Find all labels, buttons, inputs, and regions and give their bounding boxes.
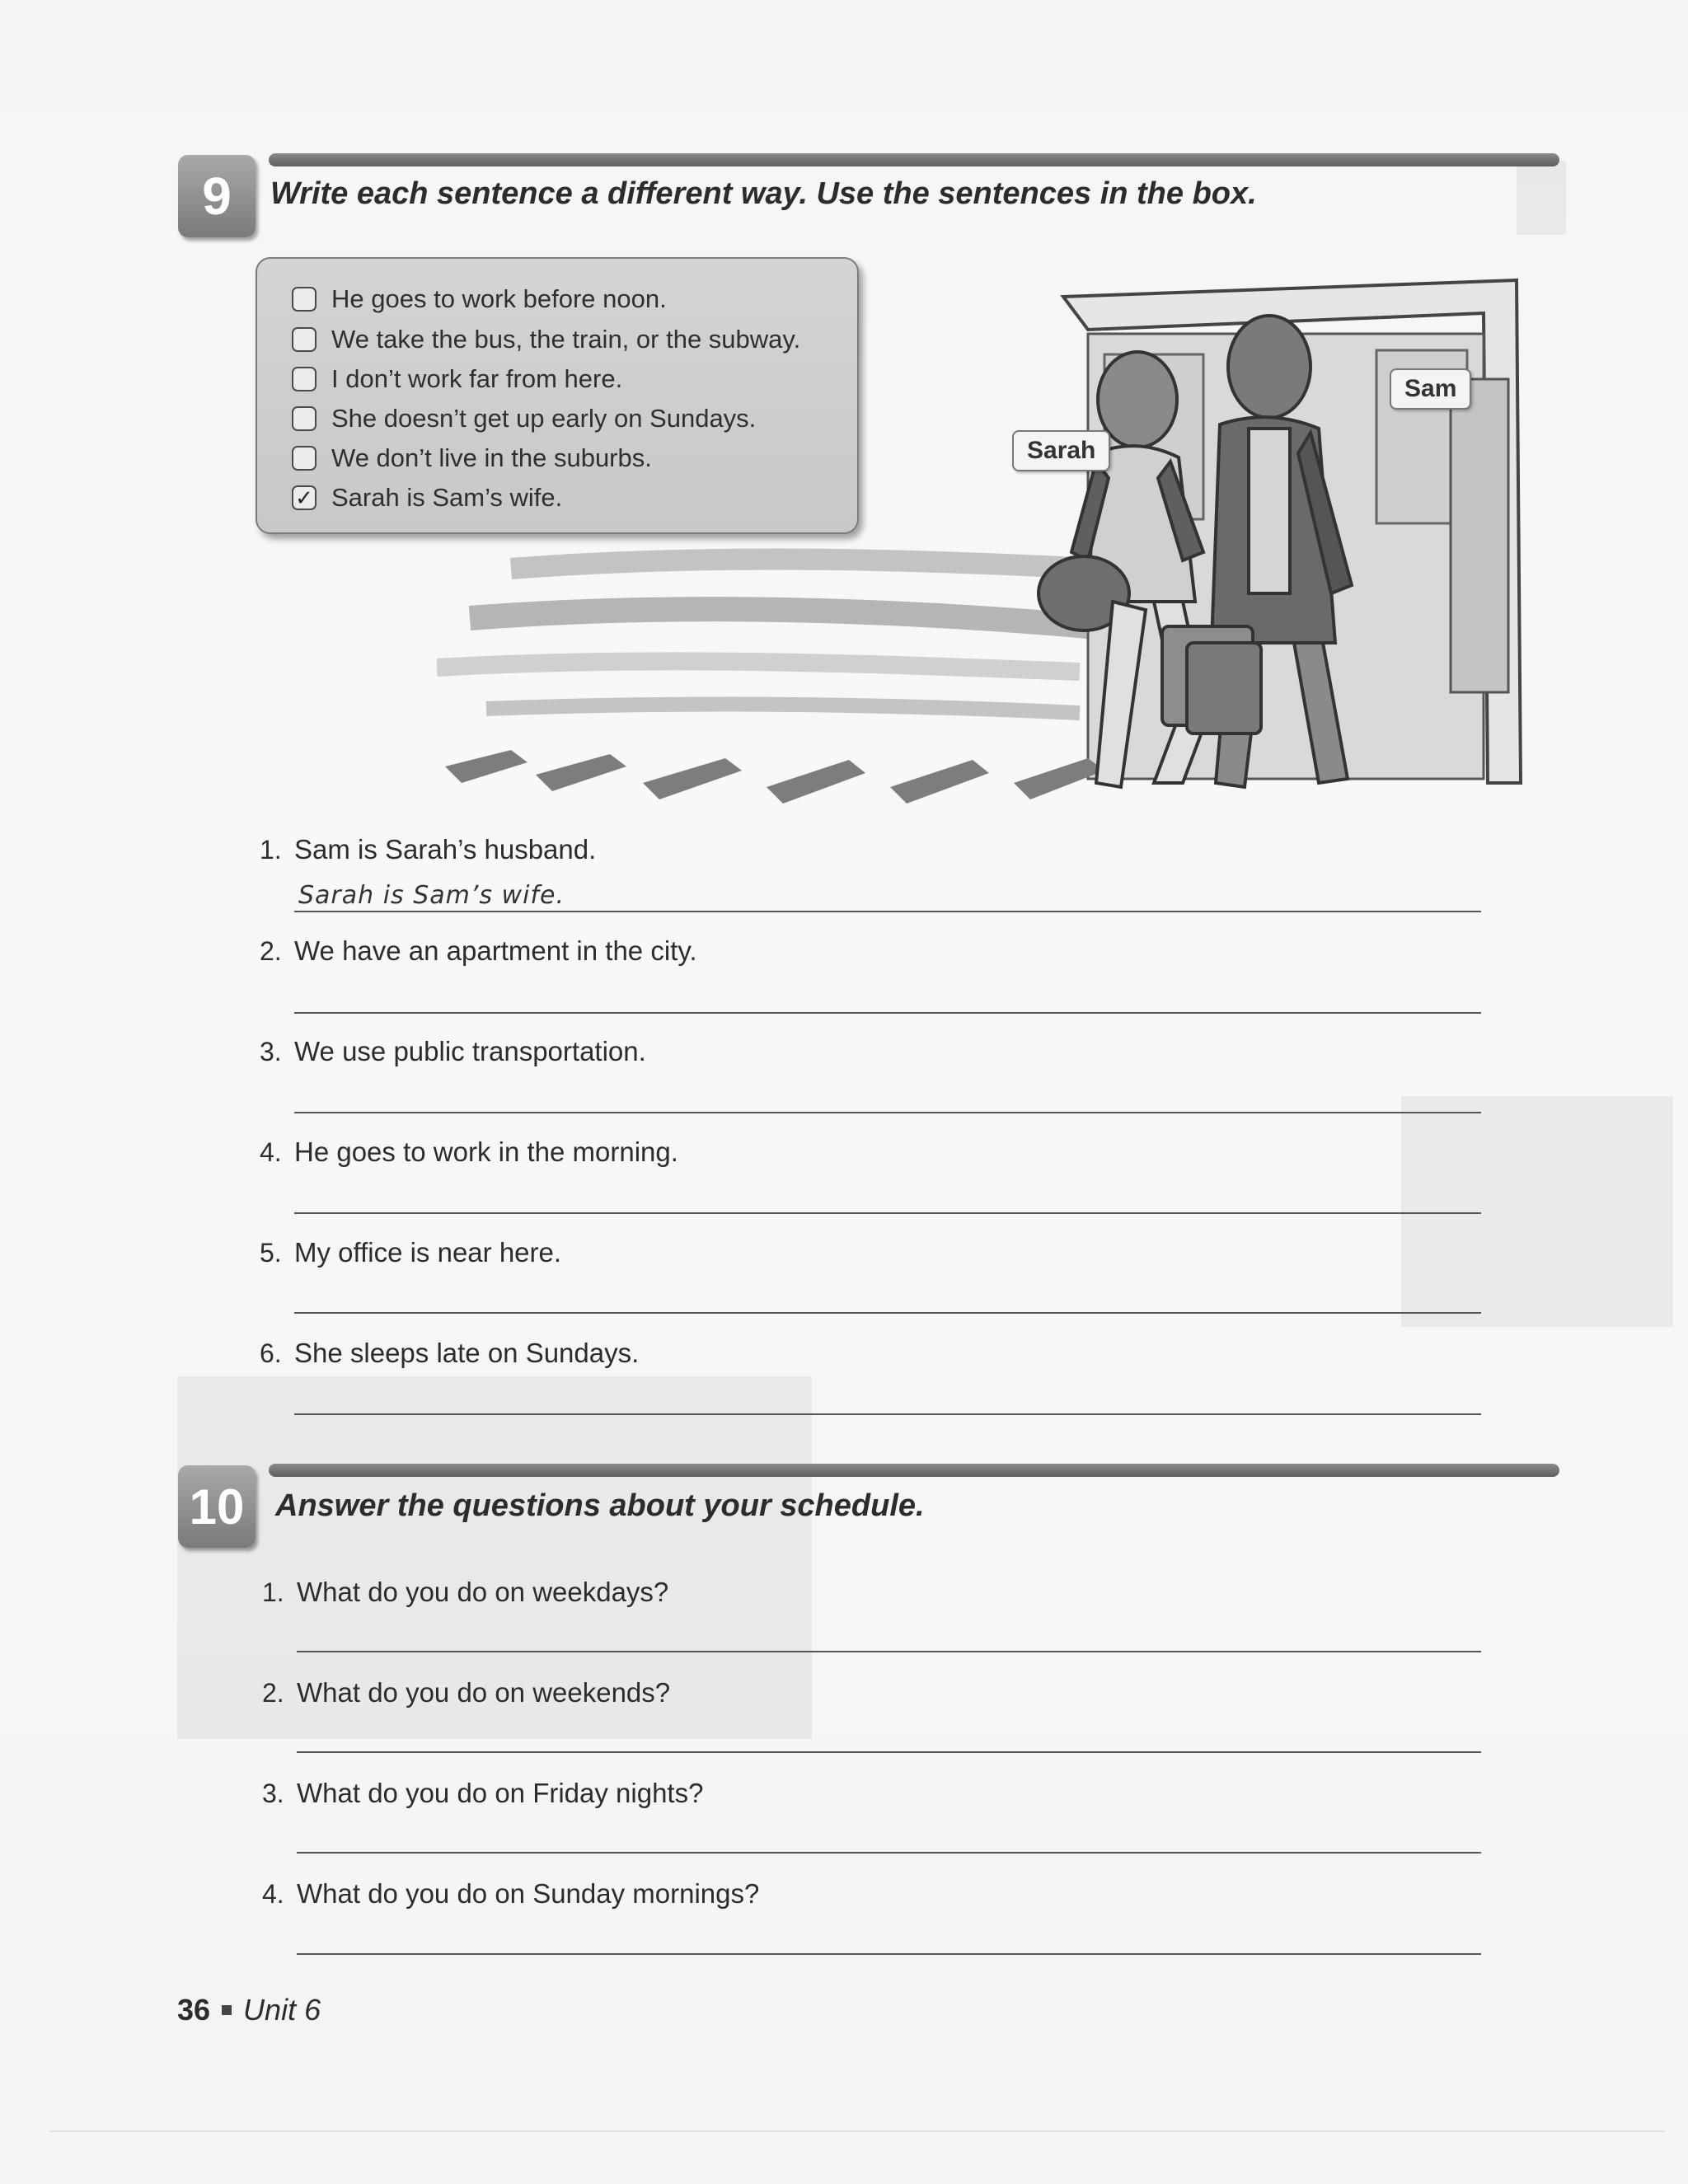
unit-label: Unit 6 xyxy=(243,1993,321,2027)
checkbox[interactable] xyxy=(292,327,316,352)
box-item-text: I don’t work far from here. xyxy=(331,364,623,393)
item-number: 2. xyxy=(262,1678,284,1708)
section-9-instruction: Write each sentence a different way. Use the sentences in the box. xyxy=(270,176,1257,211)
item-prompt: What do you do on weekends? xyxy=(297,1677,671,1708)
item-number: 6. xyxy=(260,1338,282,1368)
item-prompt: Sam is Sarah’s husband. xyxy=(294,834,597,865)
item-number: 1. xyxy=(262,1577,284,1607)
box-item-text: We don’t live in the suburbs. xyxy=(331,443,652,472)
item-prompt: My office is near here. xyxy=(294,1237,562,1268)
item-number: 4. xyxy=(262,1879,284,1909)
answer-line[interactable] xyxy=(297,1651,1481,1652)
page-number: 36 xyxy=(177,1993,211,2027)
box-item-text: Sarah is Sam’s wife. xyxy=(331,483,563,512)
illustration-couple-train xyxy=(437,255,1525,832)
checkbox[interactable] xyxy=(292,406,316,431)
answer-line[interactable] xyxy=(294,1112,1481,1113)
section-9-number-badge: 9 xyxy=(178,155,256,237)
checkbox-checked[interactable]: ✓ xyxy=(292,485,316,510)
answer-line[interactable] xyxy=(294,1012,1481,1014)
box-item-text: He goes to work before noon. xyxy=(331,284,667,313)
train-scene-drawing xyxy=(437,255,1525,832)
item-prompt: We use public transportation. xyxy=(294,1036,646,1066)
box-item-text: We take the bus, the train, or the subway. xyxy=(331,325,801,354)
section-10-instruction: Answer the questions about your schedule. xyxy=(275,1488,925,1523)
item-prompt: What do you do on Friday nights? xyxy=(297,1778,704,1808)
item-number: 2. xyxy=(260,936,282,966)
item-number: 1. xyxy=(260,835,282,865)
item-prompt: What do you do on weekdays? xyxy=(297,1577,669,1607)
section-10-header-bar xyxy=(269,1464,1559,1477)
item-number: 4. xyxy=(260,1137,282,1167)
item-number: 3. xyxy=(262,1779,284,1808)
footer-separator-square xyxy=(222,2005,232,2015)
answer-line[interactable] xyxy=(297,1852,1481,1854)
checkbox[interactable] xyxy=(292,446,316,471)
item-number: 3. xyxy=(260,1037,282,1066)
item-prompt: We have an apartment in the city. xyxy=(294,935,697,966)
checkbox[interactable] xyxy=(292,367,316,391)
page-footer xyxy=(177,1993,321,2027)
answer-line[interactable] xyxy=(294,911,1481,912)
item-prompt: She sleeps late on Sundays. xyxy=(294,1338,640,1368)
bleed-through-panel xyxy=(1401,1096,1673,1327)
answer-line[interactable] xyxy=(294,1312,1481,1314)
checkbox[interactable] xyxy=(292,287,316,312)
name-label-sam: Sam xyxy=(1390,368,1471,410)
answer-line[interactable] xyxy=(297,1751,1481,1753)
answer-line[interactable] xyxy=(297,1953,1481,1955)
answer-text: Sarah is Sam’s wife. xyxy=(298,881,565,910)
section-10-number-badge: 10 xyxy=(178,1465,256,1548)
box-item-text: She doesn’t get up early on Sundays. xyxy=(331,404,757,433)
item-prompt: What do you do on Sunday mornings? xyxy=(297,1878,760,1909)
answer-line[interactable] xyxy=(294,1413,1481,1415)
page-bottom-rule xyxy=(49,2130,1665,2132)
item-prompt: He goes to work in the morning. xyxy=(294,1137,678,1167)
section-9-header-bar xyxy=(269,153,1559,166)
bleed-through-panel xyxy=(1517,161,1566,235)
name-label-sarah: Sarah xyxy=(1012,430,1110,471)
item-number: 5. xyxy=(260,1238,282,1268)
answer-line[interactable] xyxy=(294,1212,1481,1214)
